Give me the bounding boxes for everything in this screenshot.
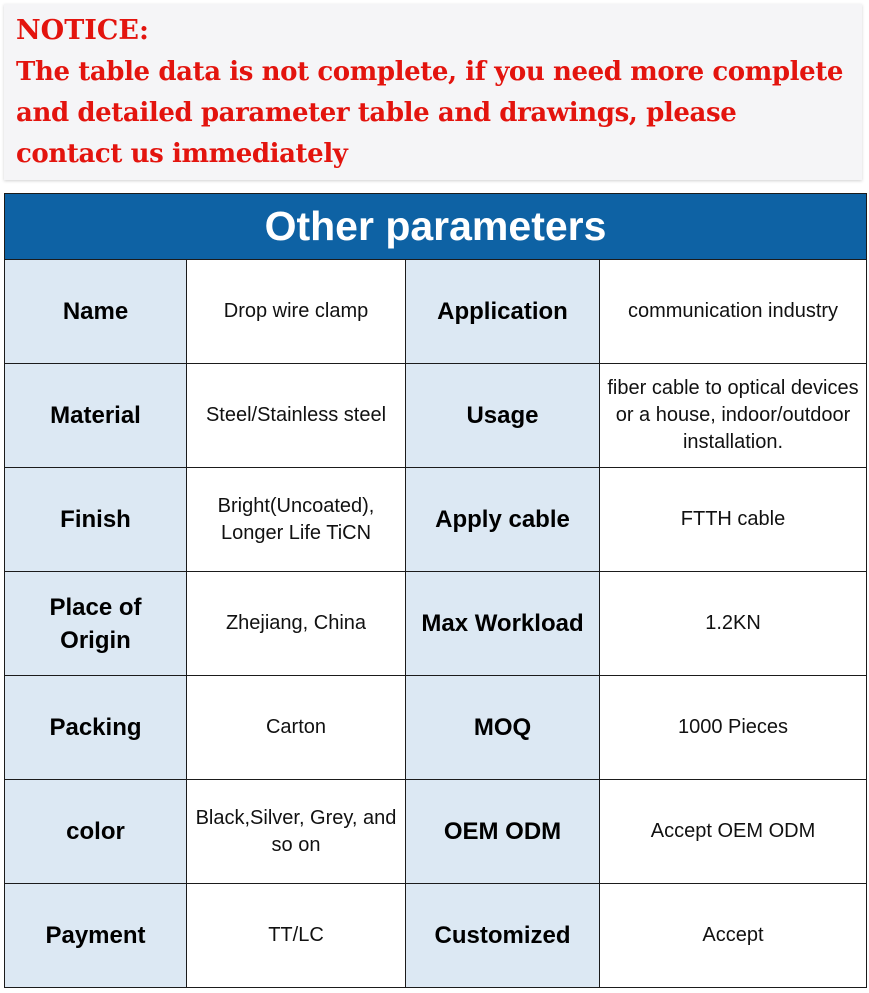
table-row [5, 780, 867, 884]
param-label: Application [406, 260, 600, 364]
param-label: Material [5, 364, 187, 468]
param-value: Drop wire clamp [187, 260, 406, 364]
param-value: Accept OEM ODM [600, 780, 867, 884]
notice-body: The table data is not complete, if you need more complete and detailed parameter table and drawings, please contact us immediately [16, 57, 844, 169]
param-label: color [5, 780, 187, 884]
param-label: Apply cable [406, 468, 600, 572]
param-value: Accept [600, 884, 867, 988]
param-label: Packing [5, 676, 187, 780]
param-label: Usage [406, 364, 600, 468]
notice-title: NOTICE: [16, 15, 149, 46]
param-value: Black,Silver, Grey, and so on [187, 780, 406, 884]
param-value: Steel/Stainless steel [187, 364, 406, 468]
param-label: Place of Origin [5, 572, 187, 676]
param-label: OEM ODM [406, 780, 600, 884]
param-label: Name [5, 260, 187, 364]
param-value: communication industry [600, 260, 867, 364]
param-value: 1000 Pieces [600, 676, 867, 780]
param-label: MOQ [406, 676, 600, 780]
table-row [5, 468, 867, 572]
table-row [5, 260, 867, 364]
param-label: Payment [5, 884, 187, 988]
param-value: FTTH cable [600, 468, 867, 572]
param-value: Bright(Uncoated), Longer Life TiCN [187, 468, 406, 572]
param-label: Finish [5, 468, 187, 572]
param-label: Max Workload [406, 572, 600, 676]
table-row [5, 364, 867, 468]
param-value: 1.2KN [600, 572, 867, 676]
table-title: Other parameters [5, 194, 867, 260]
table-row [5, 884, 867, 988]
parameters-table [4, 193, 867, 988]
param-label: Customized [406, 884, 600, 988]
table-row [5, 676, 867, 780]
table-row [5, 572, 867, 676]
param-value: Zhejiang, China [187, 572, 406, 676]
notice-box [4, 4, 862, 180]
param-value: TT/LC [187, 884, 406, 988]
param-value: Carton [187, 676, 406, 780]
param-value: fiber cable to optical devices or a house, indoor/outdoor installation. [600, 364, 867, 468]
